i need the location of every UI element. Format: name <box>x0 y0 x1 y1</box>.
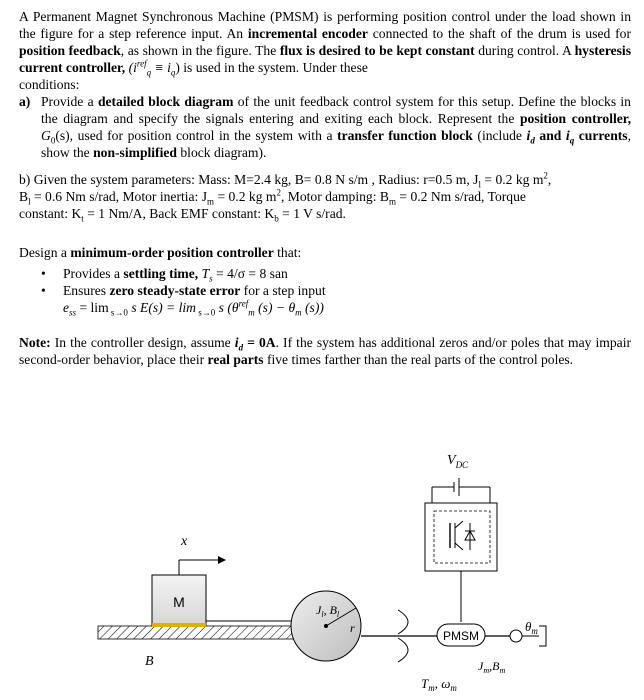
requirement-steady-state-error: • Ensures zero steady-state error for a step input $e_{ss} = \lim _{s\to 0}$ s E(s) = lim $_{s\to 0}$ s ($\theta^{ref}_m$ $(s) - \theta_m$ (s)) <box>19 282 631 316</box>
vdc-label: $V_{DC}$ <box>447 453 469 470</box>
note-paragraph: Note: In the controller design, assume $i_d = 0A$. If the system has additional zeros and/or poles that may impair second-order behavior, place their real parts five times farther than the real parts of the control poles. <box>19 335 631 367</box>
system-figure <box>0 440 644 700</box>
radius-label: r <box>350 621 355 635</box>
motor-params-label: $J_m,B_m$ <box>478 659 506 675</box>
drum-label: $J_l$, $B_l$ <box>316 603 340 619</box>
x-label: x <box>181 534 188 549</box>
requirement-settling-time: • Provides a settling time, $T_s = 4/\sigma = 8$ san <box>19 265 631 282</box>
pmsm-label: PMSM <box>443 629 479 643</box>
inverter <box>425 503 497 571</box>
intro-conditions: conditions: <box>19 77 80 92</box>
problem-text <box>19 8 631 368</box>
shaft-coupling <box>398 610 408 634</box>
damping-label: B <box>145 654 154 669</box>
part-a-paragraph: a) Provide a detailed block diagram of the unit feedback control system for this setup. Define the blocks in the diagram and specify the signals entering and exiting each block. Represent the position controller, $G_0(s)$, used for position control in the system with a transfer function block (include $i_d$ and $i_q$ currents, show the non-simplified block diagram). <box>19 94 631 160</box>
part-b-paragraph: b) Given the system parameters: Mass: M=2.4 kg, B= 0.8 N s/m , Radius: r=0.5 m, $J_l = 0.2$ kg $m^2$, $B_l = 0.6$ Nm s/rad, Motor inertia: $J_m = 0.2$ kg $m^2$, Motor damping: $B_m = 0.2$ Nm s/rad, Torque constant: $K_t = 1$ Nm/A, Back EMF constant: $K_b = 1$ V s/rad. <box>19 170 552 224</box>
ground-surface <box>98 626 295 639</box>
x-arrow <box>179 556 226 575</box>
torque-speed-label: $T_m$, $\omega_m$ <box>421 676 457 693</box>
mass-label: M <box>173 594 185 610</box>
dc-source-symbol <box>432 478 490 503</box>
design-requirements-list <box>19 265 631 316</box>
theta-label: $\theta_m$ <box>525 619 538 636</box>
design-heading: Design a minimum-order position controller that: <box>19 245 302 260</box>
intro-paragraph: A Permanent Magnet Synchronous Machine (PMSM) is performing position control under the load shown in the figure for a step reference input. An incremental encoder connected to the shaft of the drum is used for position feedback, as shown in the figure. The flux is desired to be kept constant during control. A hysteresis current controller, $(i^{ref}_q \equiv i_q)$ is used in the system. Under these <box>19 9 631 78</box>
